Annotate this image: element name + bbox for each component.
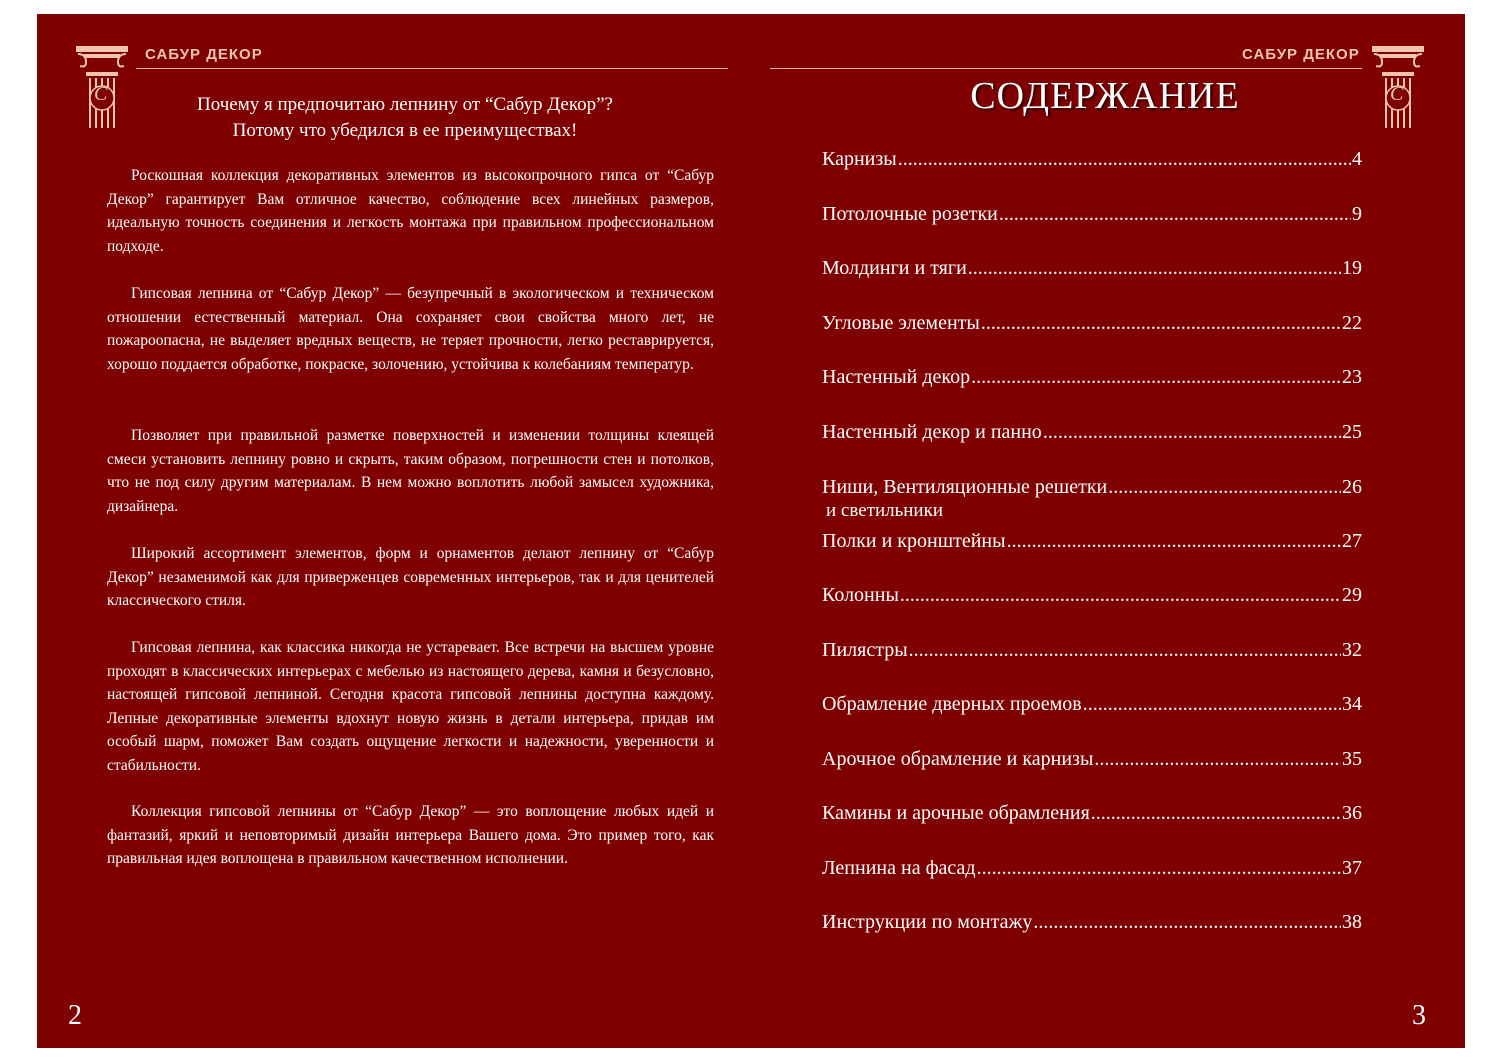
toc-dot-leader [900,584,1341,607]
toc-item-label: Молдинги и тяги [822,257,967,279]
left-brand: САБУР ДЕКОР [145,46,263,63]
toc-item[interactable] [822,203,1362,235]
paragraph-4: Широкий ассортимент элементов, форм и орнаментов делают лепнину от “Сабур Декор” незаменимой как для приверженцев современных интерьеров, так и для ценителей классического стиля. [107,545,714,609]
left-logo-letter: C [94,83,108,105]
toc-item-page: 32 [1342,639,1362,661]
toc-item[interactable] [822,802,1362,834]
toc-item-label: Карнизы [822,148,897,170]
toc-title: СОДЕРЖАНИЕ [970,75,1240,117]
left-page-number: 2 [68,1000,82,1031]
toc-item-page: 23 [1342,366,1362,388]
toc-dot-leader [971,366,1341,389]
intro-heading-line1: Почему я предпочитаю лепнину от “Сабур Декор”? [197,94,613,115]
paragraph-2: Гипсовая лепнина от “Сабур Декор” — безупречный в экологическом и техническом отношении естественный материал. Она сохраняет свои свойства много лет, не пожароопасна, не выделяет вредных веществ, не теряет прочности, легко реставрируется, хорошо поддается обработке, покраске, золочению, устойчива к колебаниям температур. [107,285,714,373]
toc-item-label: Арочное обрамление и карнизы [822,748,1094,770]
paragraph-6: Коллекция гипсовой лепнины от “Сабур Декор” — это воплощение любых идей и фантазий, яркий и неповторимый дизайн интерьера Вашего дома. Это пример того, как правильная идея воплощена в правильном качественном исполнении. [107,803,714,867]
toc-dot-leader [1108,476,1341,499]
toc-item-page: 22 [1342,312,1362,334]
toc-dot-leader [981,312,1341,335]
toc-item[interactable] [822,530,1362,562]
toc-item-page: 19 [1342,257,1362,279]
toc-item-label: Обрамление дверных проемов [822,693,1082,715]
toc-item[interactable] [822,421,1362,453]
toc-dot-leader [909,639,1341,662]
toc-dot-leader [1043,421,1341,444]
toc-item[interactable] [822,911,1362,943]
toc-item-label: Настенный декор [822,366,971,388]
paragraph-1: Роскошная коллекция декоративных элементов из высокопрочного гипса от “Сабур Декор” гарантирует Вам отличное качество, соблюдение всех линейных размеров, идеальную точность соединения и легкость монтажа при правильном профессиональном подходе. [107,167,714,255]
toc-item[interactable] [822,312,1362,344]
toc-item-page: 35 [1342,748,1362,770]
toc-item[interactable] [822,584,1362,616]
right-brand: САБУР ДЕКОР [1242,46,1360,63]
toc-item-page: 29 [1342,584,1362,606]
toc-item-page: 38 [1342,911,1362,933]
toc-item[interactable] [822,693,1362,725]
toc-item[interactable] [822,748,1362,780]
toc-item-label: Полки и кронштейны [822,530,1006,552]
toc-dot-leader [1083,693,1341,716]
toc-item-label: Пилястры [822,639,908,661]
toc-item-label: Колонны [822,584,899,606]
left-header-rule [136,68,728,69]
intro-heading-line2: Потому что убедился в ее преимуществах! [232,120,578,141]
toc-dot-leader [898,148,1351,171]
toc-dot-leader [1091,802,1341,825]
toc-dot-leader [968,257,1341,280]
toc-item-label: Лепнина на фасад [822,857,976,879]
toc-item-page: 9 [1352,203,1362,225]
toc-item[interactable] [822,148,1362,180]
right-page-number: 3 [1412,1000,1426,1031]
right-header-rule [770,68,1362,69]
toc-dot-leader [1094,748,1341,771]
toc-item[interactable] [822,366,1362,398]
toc-item-page: 36 [1342,802,1362,824]
toc-item-label: Потолочные розетки [822,203,998,225]
toc-dot-leader [977,857,1341,880]
toc-dot-leader [1033,911,1341,934]
toc-item-page: 34 [1342,693,1362,715]
toc-item-page: 27 [1342,530,1362,552]
toc-dot-leader [999,203,1351,226]
toc-item-label: Инструкции по монтажу [822,911,1033,933]
paragraph-5: Гипсовая лепнина, как классика никогда не устаревает. Все встречи на высшем уровне проходят в классических интерьерах с мебелью из настоящего дерева, камня и безусловно, настоящей гипсовой лепниной. Сегодня красота гипсовой лепнины доступна каждому. Лепные декоративные элементы вдохнут новую жизнь в детали интерьера, придав им особый шарм, поможет Вам создать ощущение легкости и надежности, уверенности и стабильности. [107,639,714,774]
toc-item-page: 37 [1342,857,1362,879]
right-logo-letter: C [1390,83,1404,105]
toc-dot-leader [1007,530,1341,553]
toc-item-label: Угловые элементы [822,312,980,334]
intro-heading [150,92,660,144]
toc-item[interactable] [822,257,1362,289]
toc-item[interactable] [822,857,1362,889]
toc-item[interactable] [822,639,1362,671]
toc-item-page: 4 [1352,148,1362,170]
toc-item-page: 25 [1342,421,1362,443]
toc-item-label: Камины и арочные обрамления [822,802,1090,824]
paragraph-3: Позволяет при правильной разметке поверхностей и изменении толщины клеящей смеси установить лепнину ровно и скрыть, таким образом, погрешности стен и потолков, что не под силу другим материалам. В нем можно воплотить любой замысел художника, дизайнера. [107,427,714,515]
toc-item-label: Ниши, Вентиляционные решетки [822,476,1108,498]
toc-item-sub-line: и светильники [826,500,943,521]
toc-item-label: Настенный декор и панно [822,421,1042,443]
toc-item-page: 26 [1342,476,1362,498]
